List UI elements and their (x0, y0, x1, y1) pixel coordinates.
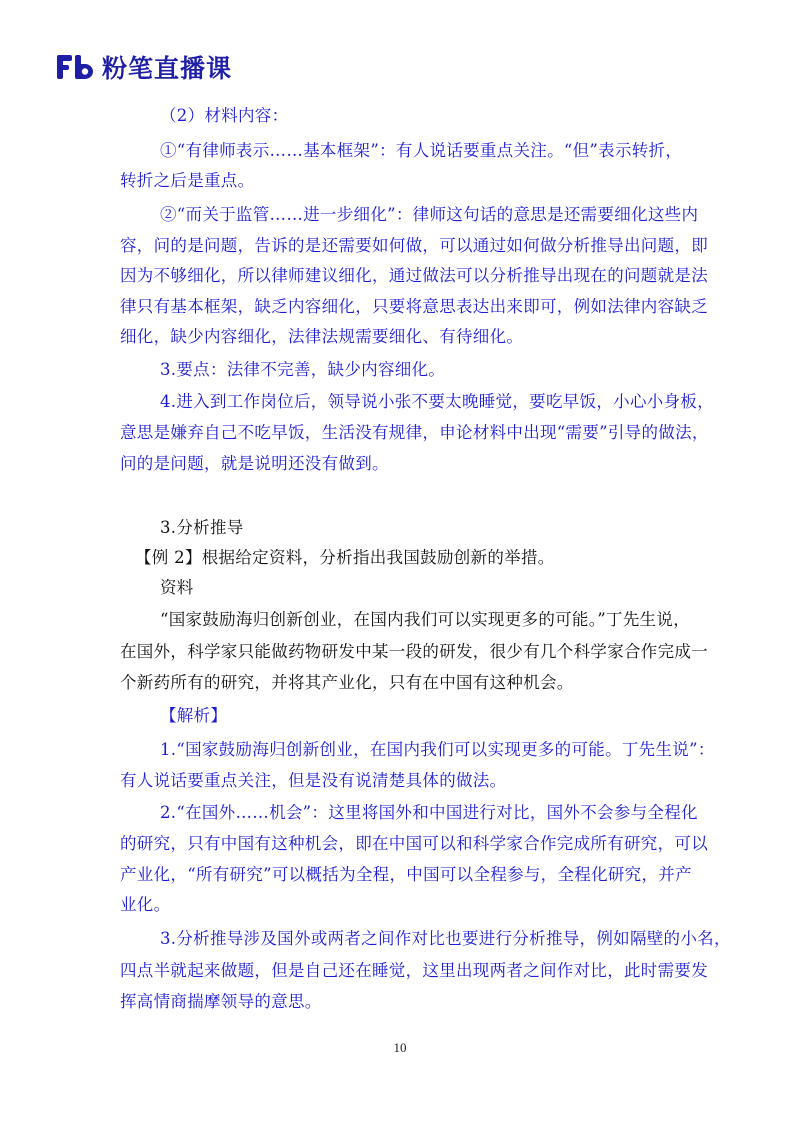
text-line: 因为不够细化，所以律师建议细化，通过做法可以分析推导出现在的问题就是法 (120, 266, 708, 285)
text-line: 细化，缺少内容细化，法律法规需要细化、有待细化。 (120, 327, 524, 346)
text-line: 转折之后是重点。 (120, 171, 255, 190)
text-line: 3.分析推导涉及国外或两者之间作对比也要进行分析推导，例如隔壁的小名， (160, 929, 731, 948)
text-line: 挥高情商揣摩领导的意思。 (120, 992, 322, 1011)
fb-logo-icon (56, 52, 96, 82)
header (56, 50, 232, 84)
text-line: 4.进入到工作岗位后，领导说小张不要太晚睡觉，要吃早饭，小心小身板， (160, 392, 714, 411)
text-line: 3.要点：法律不完善，缺少内容细化。 (160, 360, 446, 379)
text-line: ②“而关于监管……进一步细化”：律师这句话的意思是还需要细化这些内 (160, 205, 699, 224)
text-line: 3.分析推导 (160, 518, 244, 537)
text-line: 【解析】 (160, 706, 228, 725)
text-line: 容，问的是问题，告诉的是还需要如何做，可以通过如何做分析推导出问题，即 (120, 236, 708, 255)
text-line: 律只有基本框架，缺乏内容细化，只要将意思表达出来即可，例如法律内容缺乏 (120, 297, 708, 316)
text-line: 资料 (160, 578, 194, 597)
text-line: 1.“国家鼓励海归创新创业，在国内我们可以实现更多的可能。丁先生说”： (160, 740, 715, 759)
brand-name: 粉笔直播课 (102, 54, 233, 83)
text-line: 【例 2】根据给定资料，分析指出我国鼓励创新的举措。 (135, 548, 555, 567)
page-number: 10 (393, 1040, 407, 1055)
text-line: 产业化，“所有研究”可以概括为全程，中国可以全程参与，全程化研究，并产 (120, 865, 692, 884)
text-line: 个新药所有的研究，并将其产业化，只有在中国有这种机会。 (120, 673, 574, 692)
text-line: 业化。 (120, 895, 171, 914)
text-line: 的研究，只有中国有这种机会，即在中国可以和科学家合作完成所有研究，可以 (120, 834, 708, 853)
text-line: （2）材料内容： (160, 106, 289, 125)
text-line: 在国外，科学家只能做药物研发中某一段的研发，很少有几个科学家合作完成一 (120, 642, 708, 661)
text-line: 意思是嫌弃自己不吃早饭，生活没有规律，申论材料中出现“需要”引导的做法， (120, 423, 709, 442)
text-line: 问的是问题，就是说明还没有做到。 (120, 454, 389, 473)
text-line: 有人说话要重点关注，但是没有说清楚具体的做法。 (120, 771, 507, 790)
text-line: ①“有律师表示……基本框架”：有人说话要重点关注。“但”表示转折， (160, 141, 683, 160)
text-line: 2.“在国外……机会”：这里将国外和中国进行对比，国外不会参与全程化 (160, 803, 698, 822)
text-line: “国家鼓励海归创新创业，在国内我们可以实现更多的可能。”丁先生说， (160, 610, 691, 629)
text-line: 四点半就起来做题，但是自己还在睡觉，这里出现两者之间作对比，此时需要发 (120, 961, 708, 980)
